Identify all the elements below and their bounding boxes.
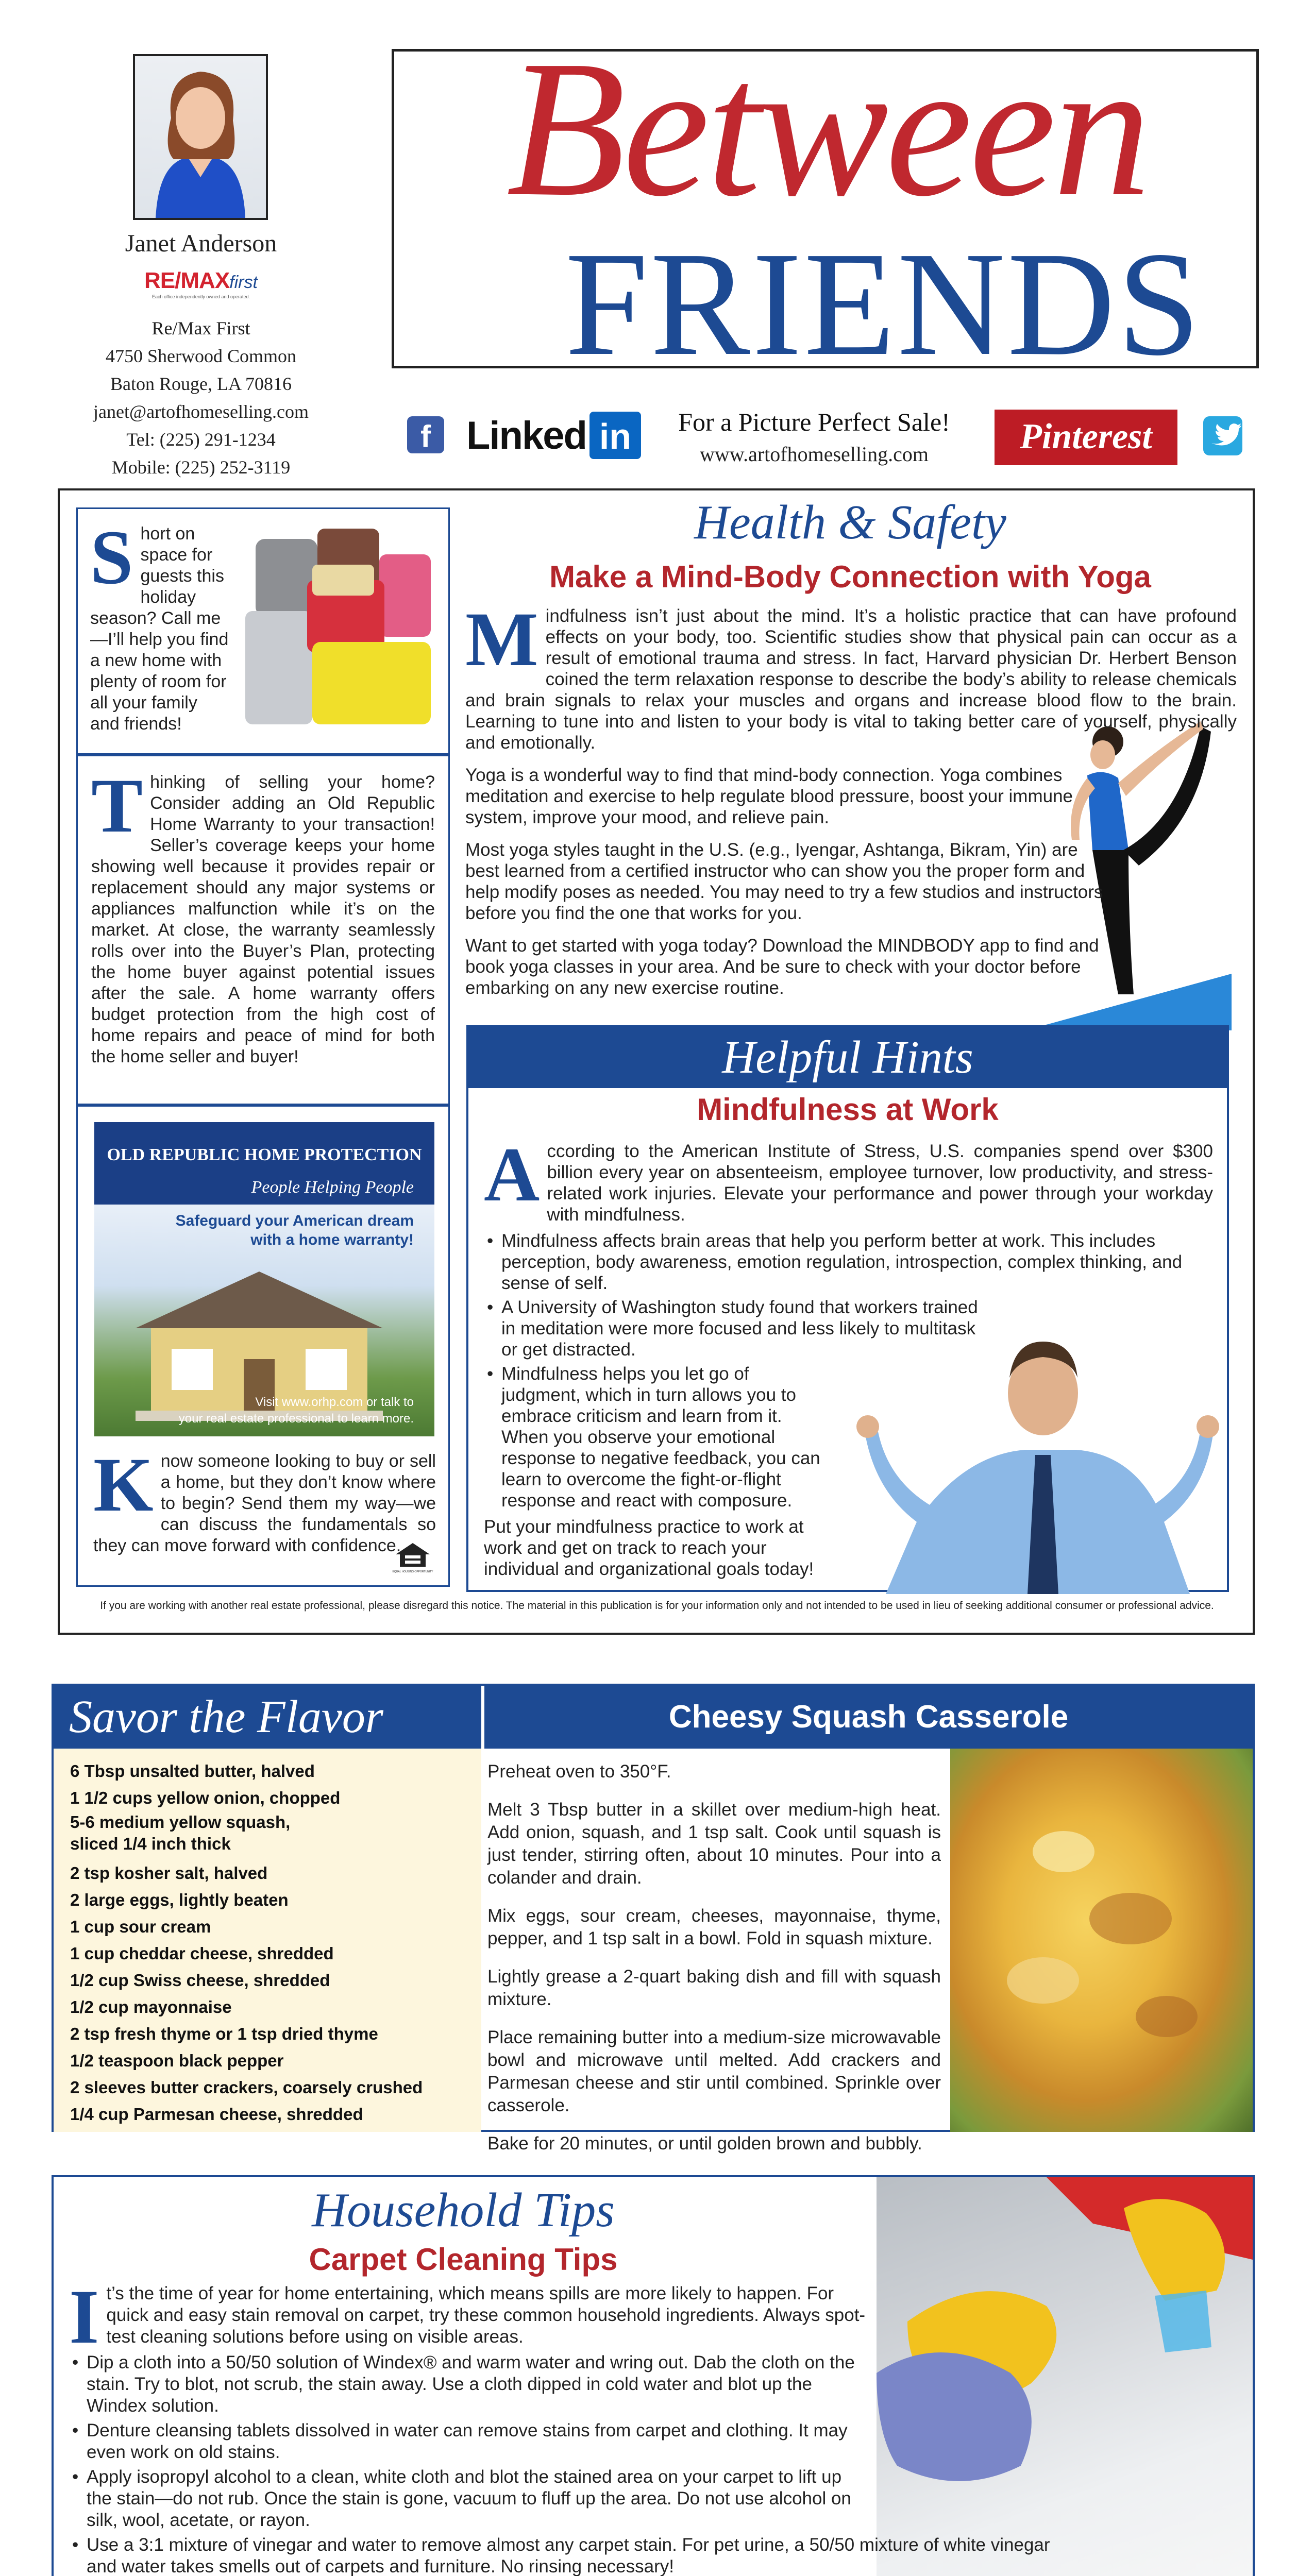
recipe-steps <box>487 1760 941 2171</box>
luggage-image <box>235 518 441 735</box>
website-link[interactable]: www.artofhomeselling.com <box>700 443 929 466</box>
sidebar-box-referral <box>76 1105 450 1587</box>
pinterest-logo[interactable]: Pinterest <box>995 410 1177 465</box>
household-bullet: • Apply isopropyl alcohol to a clean, white cloth and blot the stained area on your carpet to lift up the stain—do not rub. Once the stain is gone, vacuum to fluff up the area. Do not use alcohol on silk, wool, acetate, or rayon. <box>69 2466 870 2531</box>
orhp-ad-slogan: People Helping People <box>251 1178 414 1197</box>
ingredient-item: 1/2 cup Swiss cheese, shredded <box>70 1971 330 1990</box>
dropcap-a: A <box>484 1132 540 1217</box>
recipe-step: Lightly grease a 2-quart baking dish and fill with squash mixture. <box>487 1967 941 2009</box>
health-article-body <box>465 597 1237 1010</box>
household-bullet: • Use a 3:1 mixture of vinegar and water to remove almost any carpet stain. For pet urine, a 50/50 mixture of white vinegar and water takes smells out of carpets and furniture. No rinsing necessary! <box>69 2534 1058 2576</box>
agent-name: Janet Anderson <box>125 230 277 257</box>
orhp-ad[interactable] <box>94 1122 434 1436</box>
ingredient-item: 2 tsp fresh thyme or 1 tsp dried thyme <box>70 2024 378 2043</box>
health-p3: Most yoga styles taught in the U.S. (e.g., Iyengar, Ashtanga, Bikram, Yin) are best learned from a certified instructor who can show you the proper form and help modify poses as needed. You may need to try a few studios and instructors before you find the one that works for you. <box>465 840 1103 923</box>
ingredient-item: 1/2 teaspoon black pepper <box>70 2051 284 2070</box>
health-p4: Want to get started with yoga today? Download the MINDBODY app to find and book yoga classes in your area. And be sure to check with your doctor before embarking on any new exercise routine. <box>465 936 1099 998</box>
twitter-icon[interactable] <box>1203 416 1242 455</box>
hints-intro: ccording to the American Institute of Stress, U.S. companies spend over $300 billion every year on absenteeism, employee turnover, low productivity, and stress-related work injuries. Elevate your performance and power through your workday with mindfulness. <box>547 1141 1213 1225</box>
dropcap-t: T <box>91 763 143 849</box>
ingredient-item: 1/4 cup Parmesan cheese, shredded <box>70 2105 363 2124</box>
equal-housing-icon <box>392 1542 433 1578</box>
hints-list <box>484 1230 1213 1511</box>
orhp-ad-footer-1: Visit www.orhp.com or talk to <box>255 1395 414 1409</box>
recipe-step: Bake for 20 minutes, or until golden brown and bubbly. <box>487 2133 922 2154</box>
agent-street: 4750 Sherwood Common <box>105 346 296 366</box>
masthead <box>392 20 1259 386</box>
sidebar-box-guests <box>76 507 450 755</box>
ingredient-item: 1/2 cup mayonnaise <box>70 1997 232 2016</box>
hints-bullet: • Mindfulness helps you let go of judgment, which in turn allows you to embrace criticism and learn from it. When you observe your emotional response to negative feedback, you can learn to overcome the fight-or-flight response and react with composure. <box>484 1363 829 1511</box>
household-bullet: • Dip a cloth into a 50/50 solution of Windex® and warm water and wring out. Dab the cloth on the stain. Try to blot, not scrub, the stain away. Use a cloth dipped in cold water and blot up the Windex solution. <box>69 2352 870 2417</box>
dropcap-s: S <box>90 515 133 600</box>
hints-box <box>466 1025 1229 1592</box>
masthead-title-friends: FRIENDS <box>565 221 1203 386</box>
remax-logo-text: RE/MAX <box>144 268 230 293</box>
recipe-step: Place remaining butter into a medium-size microwavable bowl and microwave until melted. Add crackers and Parmesan cheese and stir until combined. Sprinkle over casserole. <box>487 2027 941 2115</box>
orhp-ad-headline-1: Safeguard your American dream <box>175 1212 414 1229</box>
warranty-text: hinking of selling your home? Consider adding an Old Republic Home Warranty to your transaction! Seller’s coverage keeps your home showing well because it provides repair or replacement should any major systems or appliances malfunction while it’s on the market. At close, the warranty seamlessly rolls over into the Buyer’s Plan, protecting the home buyer against potential issues after the sale. A home warranty offers budget protection from the high cost of home repairs and peace of mind for both the home seller and buyer! <box>91 772 435 1066</box>
remax-logo-small: Each office independently owned and operated. <box>152 294 250 299</box>
recipe-section-title: Savor the Flavor <box>54 1686 481 1749</box>
hints-bullet: • Mindfulness affects brain areas that help you perform better at work. This includes perception, body awareness, emotion regulation, introspection, complex thinking, and sense of self. <box>484 1230 1213 1294</box>
hints-outro: Put your mindfulness practice to work at work and get on track to reach your individual and organizational goals today! <box>484 1517 814 1579</box>
ingredient-item: 2 tsp kosher salt, halved <box>70 1863 268 1883</box>
orhp-ad-footer-2: your real estate professional to learn more. <box>178 1412 414 1426</box>
facebook-icon[interactable]: f <box>407 416 444 453</box>
ingredient-item: 5-6 medium yellow squash, <box>70 1812 291 1832</box>
ingredient-item: 1 1/2 cups yellow onion, chopped <box>70 1788 341 1807</box>
recipe-frame <box>52 1684 1255 2154</box>
orhp-ad-headline-2: with a home warranty! <box>250 1231 414 1248</box>
recipe-title: Cheesy Squash Casserole <box>484 1686 1253 1749</box>
ingredient-item: 1 cup cheddar cheese, shredded <box>70 1944 334 1963</box>
hints-section-title: Helpful Hints <box>468 1027 1227 1088</box>
household-section-title: Household Tips <box>312 2183 615 2237</box>
ingredient-item: 2 large eggs, lightly beaten <box>70 1890 289 1909</box>
health-p1: indfulness isn’t just about the mind. It’s a holistic practice that can have profound effects on your body, too. Scientific studies show that physical pain can occur as a result of emotional trauma and stress. In fact, Harvard physician Dr. Herbert Benson coined the term relaxation response to describe the body’s ability to release chemicals and brain signals to relax your muscles and organs and increase blood flow to the brain. Learning to tune into and listen to your body is vital to taking better care of yourself, physically and emotionally. <box>465 606 1237 753</box>
household-bullet: • Denture cleansing tablets dissolved in water can remove stains from carpet and clothing. It may even work on old stains. <box>69 2420 870 2463</box>
health-p2: Yoga is a wonderful way to find that mind-body connection. Yoga combines meditation and exercise to help regulate blood pressure, boost your immune system, improve your mood, and relieve pain. <box>465 765 1073 827</box>
linkedin-text: Linked <box>466 413 586 457</box>
guests-text: hort on space for guests this holiday season? Call me—I’ll help you find a new home with plenty of room for all your family and friends! <box>90 524 229 734</box>
referral-text: now someone looking to buy or sell a home, but they don’t know where to begin? Send them my way—we can discuss the fundamentals so they can move forward with confidence. <box>93 1451 436 1555</box>
household-intro: t’s the time of year for home entertaining, which means spills are more likely to happen. For quick and easy stain removal on carpet, try these common household ingredients. Always spot-test cleaning solutions before using on visible areas. <box>106 2283 866 2347</box>
recipe-step: Preheat oven to 350°F. <box>487 1761 671 1782</box>
dropcap-m: M <box>465 597 538 682</box>
recipe-step: Mix eggs, sour cream, cheeses, mayonnaise, thyme, pepper, and 1 tsp salt in a bowl. Fold in squash mixture. <box>487 1906 941 1948</box>
recipe-step: Melt 3 Tbsp butter in a skillet over medium-high heat. Add onion, squash, and 1 tsp salt. Cook until squash is just tender, stirring often, about 10 minutes. Pour into a colander and drain. <box>487 1800 941 1888</box>
agent-city: Baton Rouge, LA 70816 <box>110 374 292 394</box>
orhp-ad-brand: OLD REPUBLIC HOME PROTECTION <box>107 1145 422 1164</box>
hints-bullet: • A University of Washington study found that workers trained in meditation were more focused and less likely to multitask or get distracted. <box>484 1297 991 1360</box>
recipe-ingredients <box>70 1758 472 2128</box>
disclaimer-notice: If you are working with another real estate professional, please disregard this notice. The material in this publication is for your information only and not intended to be used in lieu of seeking additional consumer or professional advice. <box>100 1600 1214 1612</box>
ingredient-item: 6 Tbsp unsalted butter, halved <box>70 1761 315 1781</box>
linkedin-in-icon: in <box>589 412 641 459</box>
equal-housing-text: EQUAL HOUSING OPPORTUNITY <box>392 1570 433 1573</box>
health-article-title: Make a Mind-Body Connection with Yoga <box>549 560 1151 594</box>
household-frame <box>52 2175 1255 2576</box>
ingredient-item: 1 cup sour cream <box>70 1917 211 1936</box>
agent-tel: Tel: (225) 291-1234 <box>126 429 276 450</box>
tagline: For a Picture Perfect Sale! <box>678 408 950 436</box>
household-body <box>69 2274 1203 2576</box>
sidebar-box-warranty <box>76 755 450 1105</box>
hints-article-title: Mindfulness at Work <box>697 1092 999 1127</box>
remax-logo <box>144 268 258 300</box>
agent-email[interactable]: janet@artofhomeselling.com <box>93 401 309 422</box>
ingredient-item: sliced 1/4 inch thick <box>70 1834 231 1853</box>
health-section-title: Health & Safety <box>694 496 1006 549</box>
agent-mobile: Mobile: (225) 252-3119 <box>111 457 291 478</box>
dropcap-i: I <box>69 2274 99 2360</box>
linkedin-logo[interactable] <box>466 410 641 461</box>
agent-office: Re/Max First <box>151 318 250 338</box>
casserole-image <box>950 1749 1253 2132</box>
masthead-title-between: Between <box>506 20 1148 237</box>
household-list <box>69 2352 1203 2576</box>
agent-photo <box>133 54 268 220</box>
ingredient-item: 2 sleeves butter crackers, coarsely crushed <box>70 2078 423 2097</box>
remax-logo-sub: first <box>229 273 258 292</box>
household-article-title: Carpet Cleaning Tips <box>309 2242 618 2277</box>
dropcap-k: K <box>93 1442 154 1528</box>
agent-address <box>52 314 350 481</box>
